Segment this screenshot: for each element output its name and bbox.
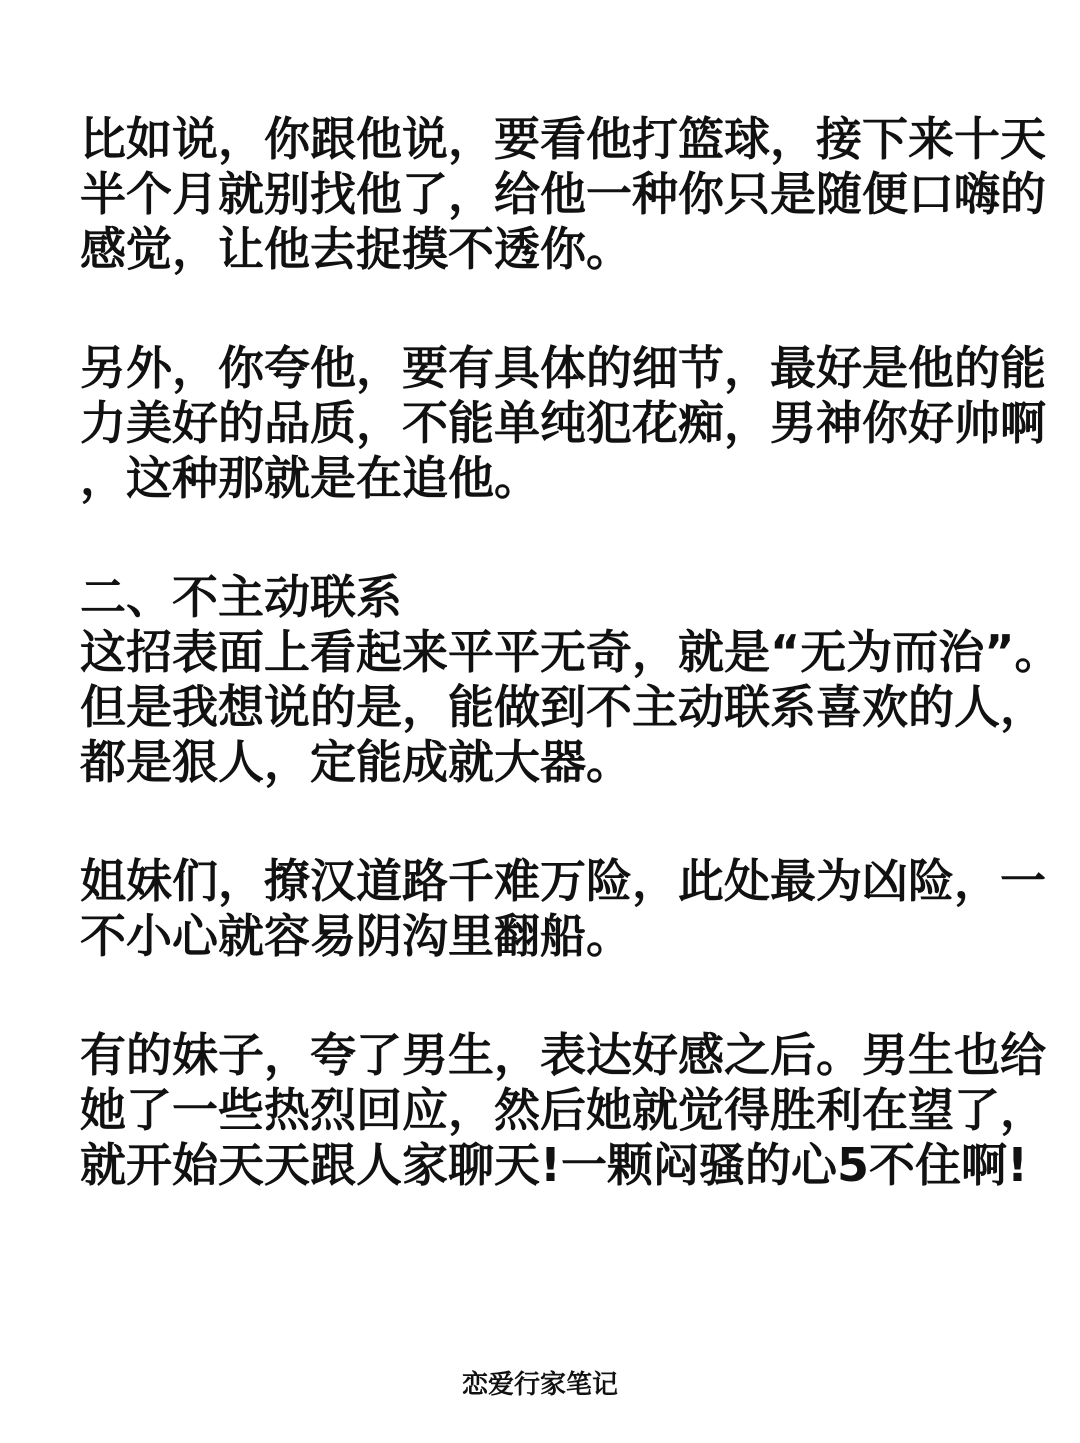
article-body: [80, 112, 1061, 1193]
paragraph-2: [80, 341, 1046, 506]
text-line: 姐妹们，撩汉道路千难万险，此处最为凶险，一: [80, 854, 1046, 908]
text-line: 这招表面上看起来平平无奇，就是“无为而治”。: [80, 625, 1061, 679]
text-line: 半个月就别找他了，给他一种你只是随便口嗨的: [80, 167, 1046, 221]
paragraph-4: [80, 854, 1046, 964]
text-line: 都是狠人，定能成就大器。: [80, 735, 632, 789]
text-line: 就开始天天跟人家聊天!一颗闷骚的心5不住啊!: [80, 1138, 1028, 1192]
paragraph-spacer: [80, 506, 1000, 570]
section-heading: 二、不主动联系: [80, 570, 402, 624]
paragraph-spacer: [80, 964, 1000, 1028]
text-line: 另外，你夸他，要有具体的细节，最好是他的能: [80, 341, 1046, 395]
text-line: ，这种那就是在追他。: [80, 451, 540, 505]
text-line: 力美好的品质，不能单纯犯花痴，男神你好帅啊: [80, 396, 1046, 450]
text-line: 比如说，你跟他说，要看他打篮球，接下来十天: [80, 112, 1046, 166]
text-line: 感觉，让他去捉摸不透你。: [80, 222, 632, 276]
paragraph-spacer: [80, 790, 1000, 854]
paragraph-5: [80, 1028, 1046, 1193]
text-line: 她了一些热烈回应，然后她就觉得胜利在望了，: [80, 1083, 1046, 1137]
paragraph-spacer: [80, 277, 1000, 341]
text-line: 但是我想说的是，能做到不主动联系喜欢的人，: [80, 680, 1046, 734]
paragraph-1: [80, 112, 1046, 277]
text-line: 不小心就容易阴沟里翻船。: [80, 909, 632, 963]
paragraph-3: [80, 570, 1061, 790]
author-footer: 恋爱行家笔记: [461, 1370, 618, 1400]
text-line: 有的妹子，夸了男生，表达好感之后。男生也给: [80, 1028, 1046, 1082]
